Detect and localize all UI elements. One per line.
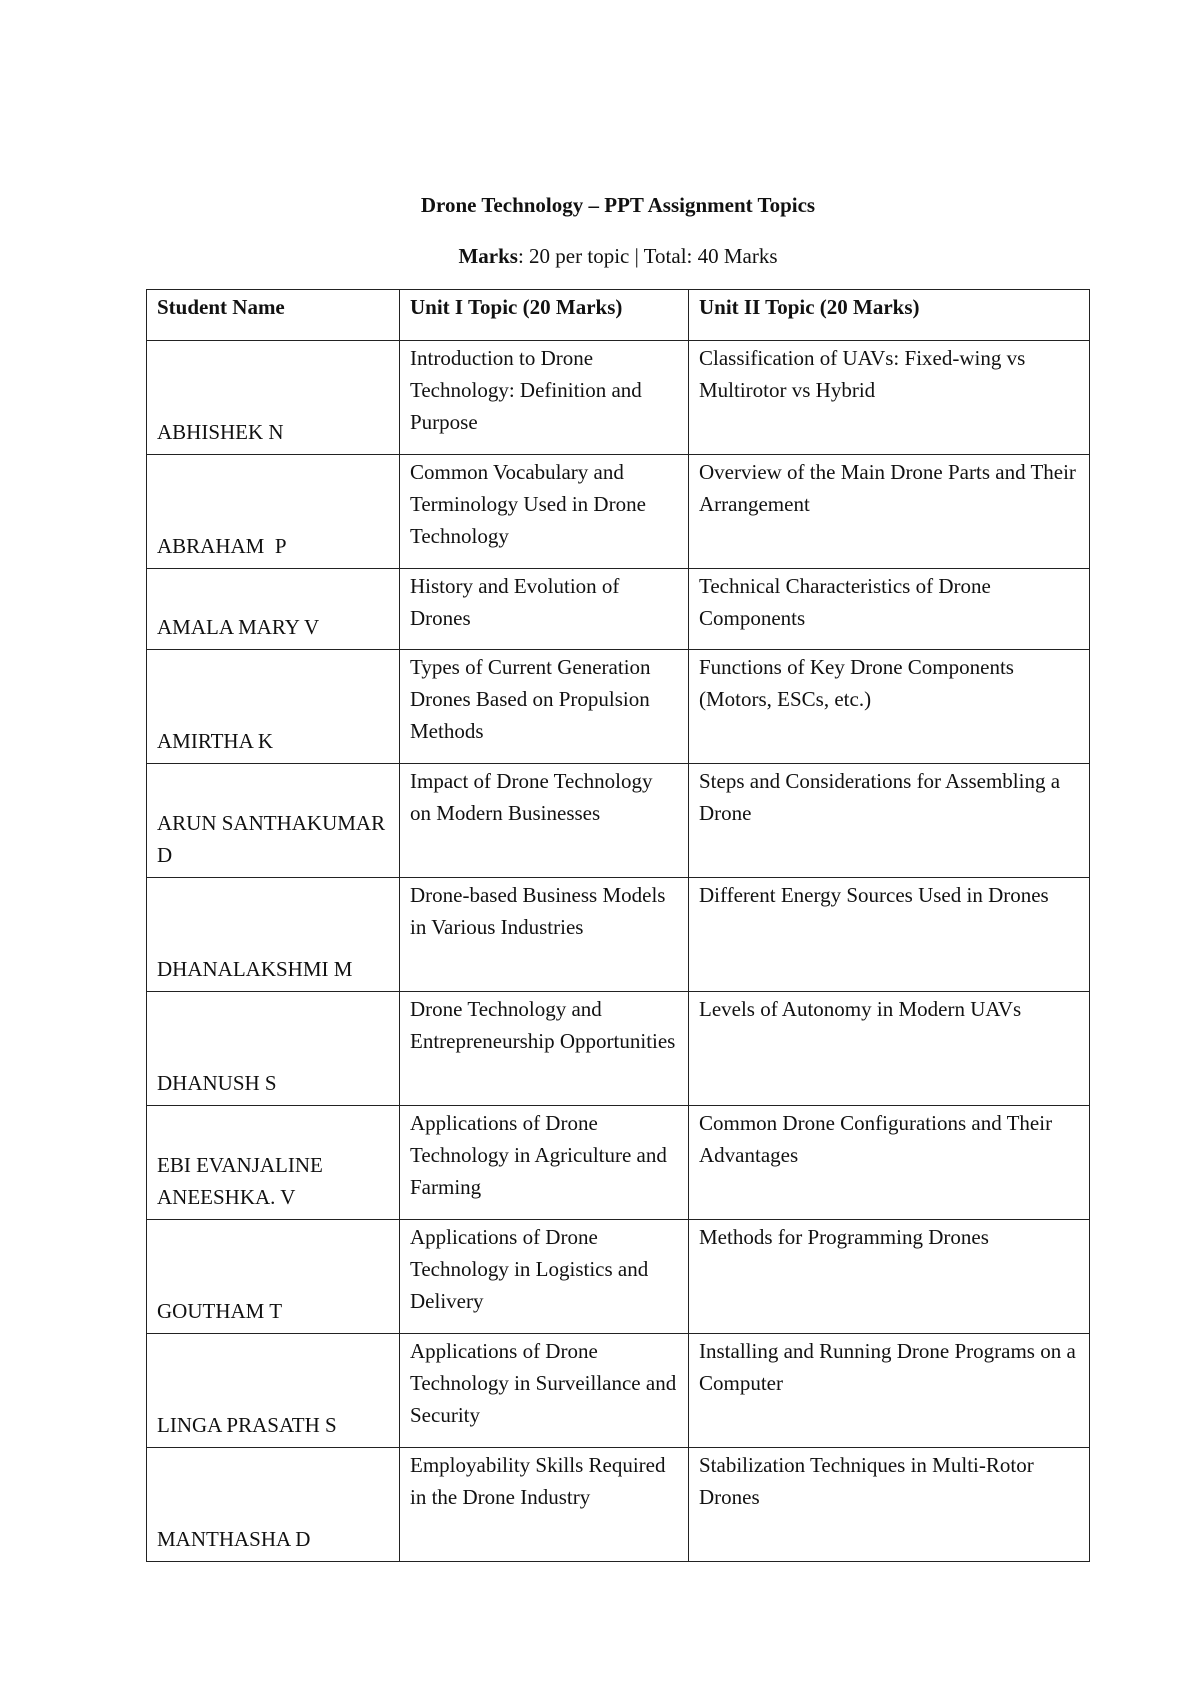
unit-1-topic: Employability Skills Required in the Drone Industry <box>400 1448 689 1562</box>
student-name: DHANALAKSHMI M <box>147 878 400 992</box>
student-name: ABRAHAM P <box>147 455 400 569</box>
unit-1-topic: Common Vocabulary and Terminology Used in Drone Technology <box>400 455 689 569</box>
student-name: ARUN SANTHAKUMAR D <box>147 764 400 878</box>
marks-text: : 20 per topic | Total: 40 Marks <box>517 244 778 268</box>
unit-2-topic: Technical Characteristics of Drone Components <box>689 569 1090 650</box>
student-name: MANTHASHA D <box>147 1448 400 1562</box>
unit-2-topic: Installing and Running Drone Programs on a Computer <box>689 1334 1090 1448</box>
unit-1-topic: Introduction to Drone Technology: Definition and Purpose <box>400 341 689 455</box>
unit-2-topic: Different Energy Sources Used in Drones <box>689 878 1090 992</box>
table-row <box>147 1220 1090 1334</box>
student-name: GOUTHAM T <box>147 1220 400 1334</box>
table-row <box>147 1106 1090 1220</box>
table-row <box>147 1448 1090 1562</box>
student-name: LINGA PRASATH S <box>147 1334 400 1448</box>
unit-1-topic: Applications of Drone Technology in Surveillance and Security <box>400 1334 689 1448</box>
unit-1-topic: Applications of Drone Technology in Agriculture and Farming <box>400 1106 689 1220</box>
unit-2-topic: Overview of the Main Drone Parts and Their Arrangement <box>689 455 1090 569</box>
student-name: ABHISHEK N <box>147 341 400 455</box>
header-student-name: Student Name <box>147 290 400 341</box>
table-row <box>147 341 1090 455</box>
table-row <box>147 992 1090 1106</box>
student-name: AMALA MARY V <box>147 569 400 650</box>
unit-1-topic: Impact of Drone Technology on Modern Businesses <box>400 764 689 878</box>
header-unit-1-topic: Unit I Topic (20 Marks) <box>400 290 689 341</box>
unit-1-topic: Types of Current Generation Drones Based on Propulsion Methods <box>400 650 689 764</box>
unit-2-topic: Levels of Autonomy in Modern UAVs <box>689 992 1090 1106</box>
table-row <box>147 1334 1090 1448</box>
student-name: AMIRTHA K <box>147 650 400 764</box>
table-row <box>147 878 1090 992</box>
table-header-row <box>147 290 1090 341</box>
unit-2-topic: Steps and Considerations for Assembling a Drone <box>689 764 1090 878</box>
student-name: EBI EVANJALINE ANEESHKA. V <box>147 1106 400 1220</box>
unit-1-topic: Applications of Drone Technology in Logistics and Delivery <box>400 1220 689 1334</box>
table-row <box>147 764 1090 878</box>
marks-summary <box>0 244 1200 269</box>
assignment-table <box>146 289 1090 1562</box>
unit-2-topic: Methods for Programming Drones <box>689 1220 1090 1334</box>
header-unit-2-topic: Unit II Topic (20 Marks) <box>689 290 1090 341</box>
table-row <box>147 569 1090 650</box>
student-name: DHANUSH S <box>147 992 400 1106</box>
unit-1-topic: History and Evolution of Drones <box>400 569 689 650</box>
unit-2-topic: Common Drone Configurations and Their Advantages <box>689 1106 1090 1220</box>
unit-2-topic: Functions of Key Drone Components (Motors, ESCs, etc.) <box>689 650 1090 764</box>
unit-2-topic: Classification of UAVs: Fixed-wing vs Multirotor vs Hybrid <box>689 341 1090 455</box>
table-row <box>147 650 1090 764</box>
unit-1-topic: Drone Technology and Entrepreneurship Opportunities <box>400 992 689 1106</box>
table-row <box>147 455 1090 569</box>
unit-2-topic: Stabilization Techniques in Multi-Rotor Drones <box>689 1448 1090 1562</box>
unit-1-topic: Drone-based Business Models in Various Industries <box>400 878 689 992</box>
document-title: Drone Technology – PPT Assignment Topics <box>420 193 816 217</box>
marks-label: Marks <box>458 244 518 268</box>
